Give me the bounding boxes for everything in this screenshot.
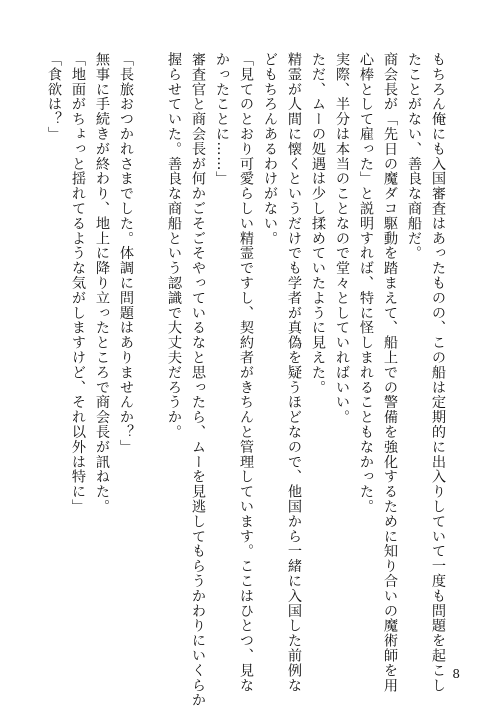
text-line: 精霊が人間に懐くというだけでも学者が真偽を疑うほどなので、他国から一緒に入国した前例な: [286, 52, 302, 693]
text-line: どもちろんあるわけがない。: [262, 52, 278, 246]
vertical-text-body: [42, 52, 450, 708]
text-line: ただ、ムーの処遇は少し揉めていたように見えた。: [310, 52, 326, 395]
text-line: 「地面がちょっと揺れてるような気がしますけど、それ以外は特に」: [70, 52, 86, 514]
text-line: 審査官と商会長が何かごそごそやっているなと思ったら、ムーを見逃してもらうかわりにいくらか: [190, 52, 206, 708]
text-line: もちろん俺にも入国審査はあったものの、この船は定期的に出入りしていて一度も問題を起こし: [430, 52, 446, 693]
text-line: 「見てのとおり可愛らしい精霊ですし、契約者がきちんと管理しています。ここはひとつ、見な: [238, 52, 254, 693]
text-line: 「食欲は？」: [46, 52, 62, 142]
text-line: 「長旅おつかれさまでした。体調に問題はありませんか？」: [118, 52, 134, 455]
text-line: たことがない、善良な商船だ。: [406, 52, 422, 261]
blank-line: [138, 52, 162, 654]
text-line: 心棒として雇った」と説明すれば、特に怪しまれることもなかった。: [358, 52, 374, 514]
text-line: 無事に手続きが終わり、地上に降り立ったところで商会長が訊ねた。: [94, 52, 110, 514]
page-number: 8: [452, 667, 460, 681]
text-line: 実際、半分は本当のことなので堂々としていればいい。: [334, 52, 350, 425]
text-line: かったことに……」: [214, 52, 230, 187]
text-line: 商会長が「先日の魔ダコ駆動を踏まえて、船上での警備を強化するために知り合いの魔術師を用: [382, 52, 398, 693]
text-line: 握らせていた。善良な商船という認識で大丈夫だろうか。: [166, 52, 182, 440]
